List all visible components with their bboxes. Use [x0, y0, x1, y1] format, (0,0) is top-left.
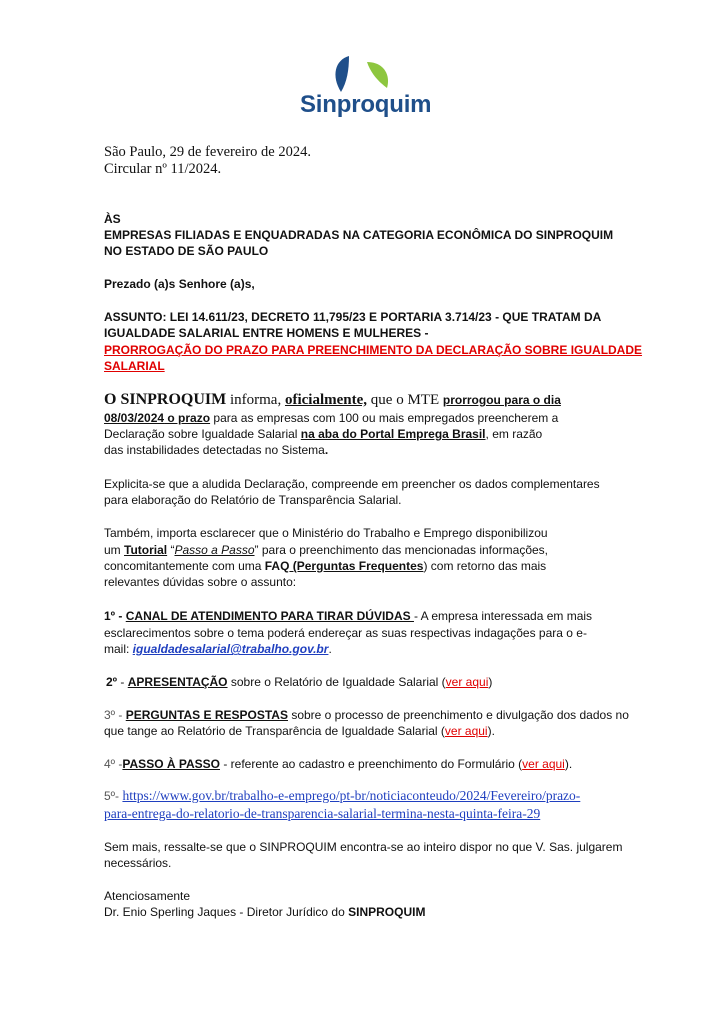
item3-dash: - [115, 708, 126, 722]
signature-org: SINPROQUIM [348, 905, 426, 919]
item2-dash: - [117, 675, 128, 689]
recipient-to: ÀS [104, 212, 121, 226]
intro-line-1 [104, 392, 561, 408]
item1-email-dot: . [328, 642, 332, 656]
intro-prorrogou: prorrogou para o dia [442, 393, 561, 407]
intro-deadline-date: 08/03/2024 [104, 411, 165, 425]
item5-url-part-2[interactable]: para-entrega-do-relatorio-de-transparencia-salarial-termina-nesta-quinta-feira-29 [104, 806, 541, 821]
item4-line [104, 757, 572, 772]
item3-line-1 [104, 708, 629, 723]
item3-line-2 [104, 724, 495, 739]
intro-line-3 [104, 427, 542, 442]
item4-number: 4º [104, 757, 116, 771]
para2-line-2: para elaboração do Relatório de Transparência Salarial. [104, 493, 402, 507]
para2-line-1: Explicita-se que a aludida Declaração, compreende em preencher os dados complementares [104, 477, 600, 491]
para3-passo-a-passo: Passo a Passo [174, 543, 255, 557]
intro-line-3-a: Declaração sobre Igualdade Salarial [104, 427, 301, 441]
recipient-line-2: NO ESTADO DE SÃO PAULO [104, 244, 269, 258]
item4-close: ). [564, 757, 573, 771]
item1-title: CANAL DE ATENDIMENTO PARA TIRAR DÚVIDAS [125, 609, 414, 623]
item3-line-1-rest: sobre o processo de preenchimento e divulgação dos dados no [287, 708, 629, 722]
signature-name: Dr. Enio Sperling Jaques - Diretor Jurídico do [104, 905, 349, 919]
para3-um: um [104, 543, 125, 557]
subject-line-2: IGUALDADE SALARIAL ENTRE HOMENS E MULHERES - [104, 326, 429, 340]
intro-sinproquim: O SINPROQUIM [104, 391, 227, 408]
item3-line-2-text: que tange ao Relatório de Transparência de Igualdade Salarial ( [104, 724, 445, 738]
circular-number: Circular nº 11/2024. [104, 161, 222, 177]
para3-line-3-a: concomitantemente com uma [104, 559, 265, 573]
item5-line-1 [104, 788, 580, 804]
item5-url-part-1[interactable]: https://www.gov.br/trabalho-e-emprego/pt-br/noticiaconteudo/2024/Fevereiro/prazo- [122, 788, 581, 803]
signature [104, 905, 425, 920]
item1-number: 1º - [104, 609, 126, 623]
item2-close: ) [488, 675, 493, 689]
item3-ver-aqui-link[interactable]: ver aqui [444, 724, 488, 738]
item4-title: PASSO À PASSO [122, 757, 220, 771]
item2-ver-aqui-link[interactable]: ver aqui [445, 675, 489, 689]
item4-ver-aqui-link[interactable]: ver aqui [522, 757, 565, 771]
intro-line-3-b: , em razão [485, 427, 543, 441]
para3-line-1: Também, importa esclarecer que o Ministério do Trabalho e Emprego disponibilizou [104, 526, 548, 540]
item4-dash: - [115, 757, 123, 771]
para3-tutorial: Tutorial [124, 543, 168, 557]
item2-rest: sobre o Relatório de Igualdade Salarial ( [227, 675, 446, 689]
closing-regards: Atenciosamente [104, 889, 191, 903]
para3-quote: “ [167, 543, 175, 557]
closing-line-2: necessários. [104, 856, 172, 870]
item5-number: 5º- [104, 789, 120, 803]
para3-faq: FAQ [264, 559, 290, 573]
intro-o-prazo: o prazo [164, 411, 211, 425]
item1-line-1 [104, 609, 592, 624]
item3-title: PERGUNTAS E RESPOSTAS [125, 708, 288, 722]
subject-highlight-2: SALARIAL [104, 359, 165, 373]
item1-email-prefix: mail: [104, 642, 133, 656]
intro-line-4-text: das instabilidades detectadas no Sistema [104, 443, 325, 457]
closing-line-1: Sem mais, ressalte-se que o SINPROQUIM encontra-se ao inteiro dispor no que V. Sas. julgarem [104, 840, 623, 854]
item5-line-2 [104, 806, 540, 821]
item1-email-link[interactable]: igualdadesalarial@trabalho.gov.br [132, 642, 329, 656]
item1-line-1-rest: - A empresa interessada em mais [413, 609, 593, 623]
greeting: Prezado (a)s Senhore (a)s, [104, 277, 255, 291]
para3-line-2 [104, 543, 548, 558]
para3-line-2-rest: ” para o preenchimento das mencionadas informações, [254, 543, 549, 557]
subject-line-1: ASSUNTO: LEI 14.611/23, DECRETO 11,795/23 E PORTARIA 3.714/23 - QUE TRATAM DA [104, 310, 602, 324]
subject-highlight-1: PRORROGAÇÃO DO PRAZO PARA PREENCHIMENTO DA DECLARAÇÃO SOBRE IGUALDADE [104, 343, 643, 357]
para3-line-3 [104, 559, 546, 574]
item2-number: 2º [106, 675, 118, 689]
intro-oficialmente: oficialmente, [284, 392, 368, 408]
item1-line-3 [104, 642, 332, 657]
item4-rest: - referente ao cadastro e preenchimento do Formulário ( [219, 757, 523, 771]
para3-line-4: relevantes dúvidas sobre o assunto: [104, 575, 297, 589]
recipient-line-1: EMPRESAS FILIADAS E ENQUADRADAS NA CATEGORIA ECONÔMICA DO SINPROQUIM [104, 228, 614, 242]
item3-number: 3º [104, 708, 116, 722]
item1-line-2: esclarecimentos sobre o tema poderá endereçar as suas respectivas indagações para o e- [104, 626, 587, 640]
intro-line-2-rest: para as empresas com 100 ou mais empregados preencherem a [210, 411, 559, 425]
intro-informa: informa, [226, 392, 285, 408]
intro-line-4 [104, 443, 328, 458]
intro-que-mte: que o MTE [367, 392, 443, 408]
item3-close: ). [487, 724, 495, 738]
brand-wordmark: Sinproquim [300, 91, 432, 118]
letter-date: São Paulo, 29 de fevereiro de 2024. [104, 144, 311, 160]
item2-line [106, 675, 492, 690]
intro-line-2 [104, 411, 558, 426]
para3-faq-label: (Perguntas Frequentes [289, 559, 424, 573]
intro-portal: na aba do Portal Emprega Brasil [300, 427, 486, 441]
intro-line-4-dot: . [324, 443, 329, 457]
item2-title: APRESENTAÇÃO [127, 675, 228, 689]
para3-line-3-b: ) com retorno das mais [423, 559, 547, 573]
